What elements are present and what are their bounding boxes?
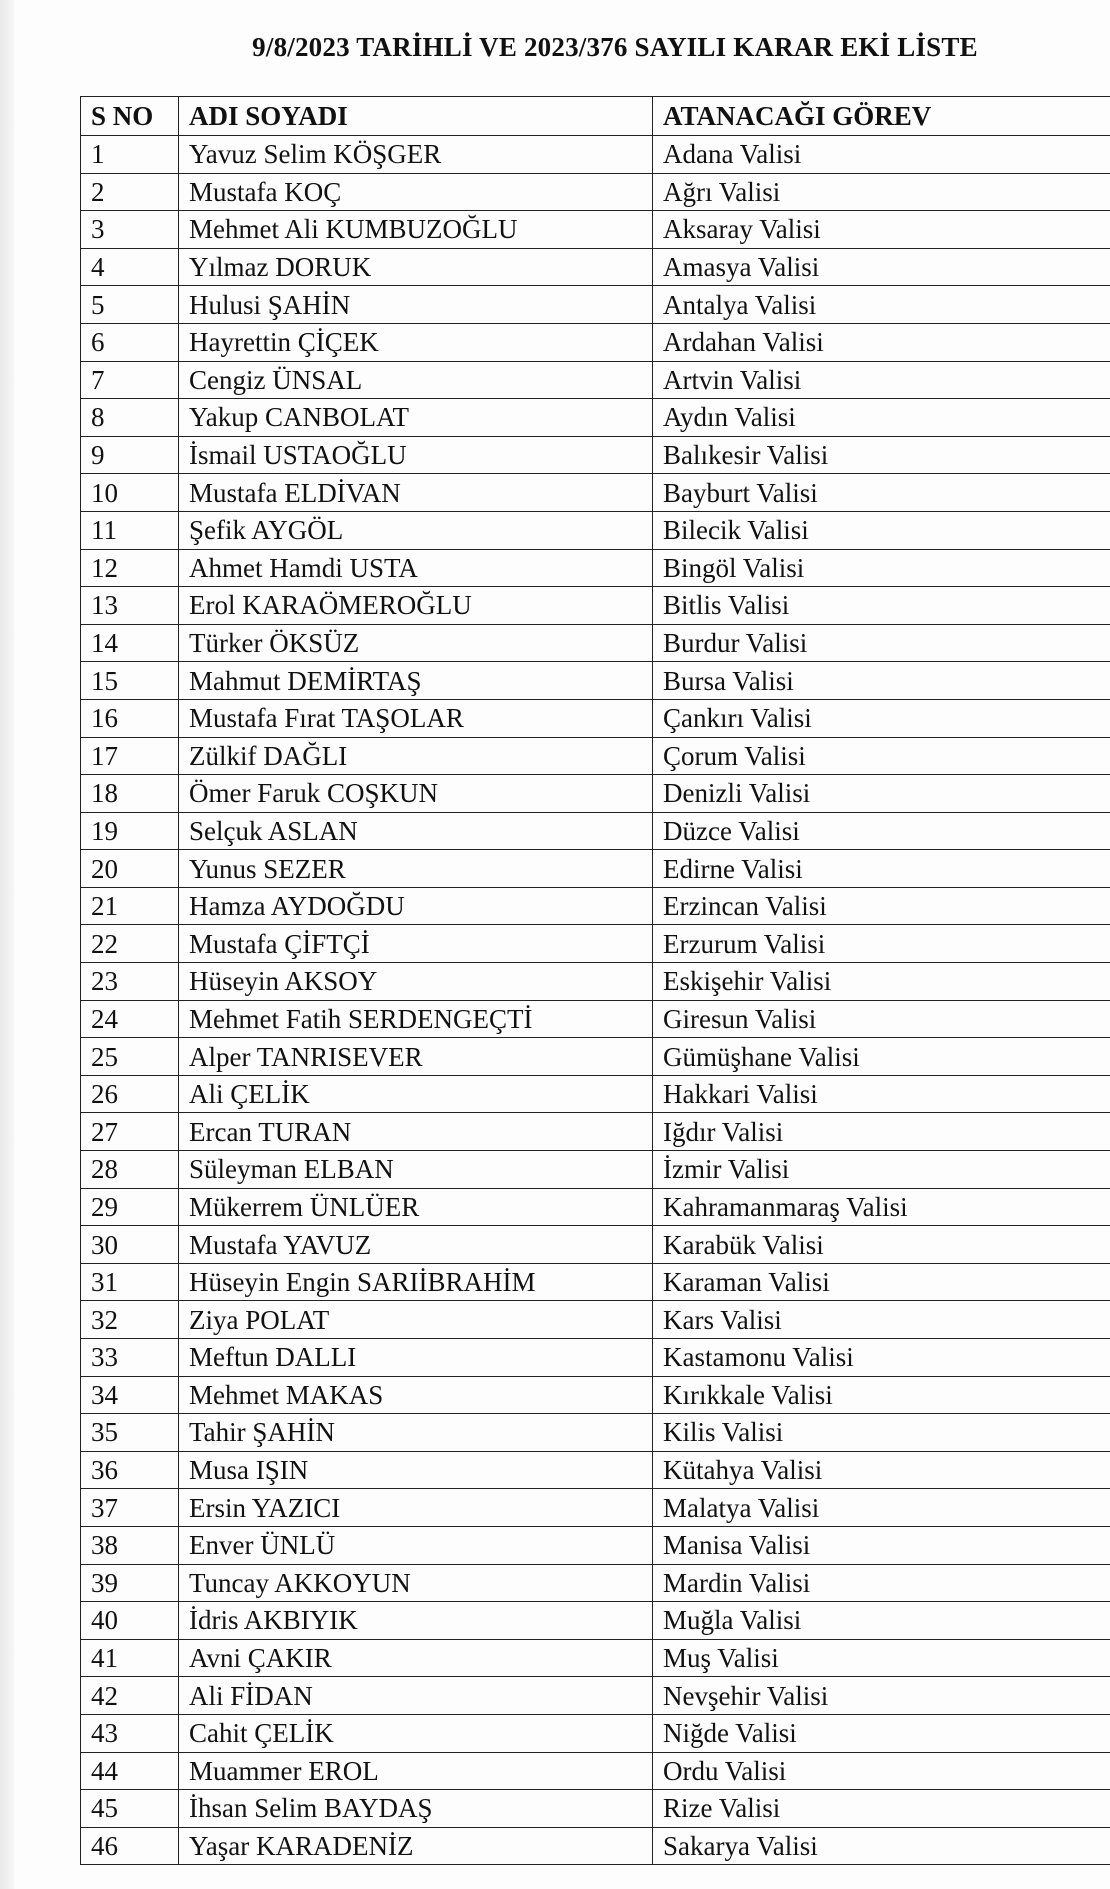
cell-sno: 4 — [81, 248, 179, 286]
cell-name: Mustafa YAVUZ — [179, 1226, 653, 1264]
cell-name: Hüseyin AKSOY — [179, 963, 653, 1001]
cell-name: Mehmet Ali KUMBUZOĞLU — [179, 211, 653, 249]
table-row — [81, 1451, 1110, 1489]
table-row — [81, 624, 1110, 662]
cell-sno: 3 — [81, 211, 179, 249]
cell-sno: 26 — [81, 1075, 179, 1113]
table-row — [81, 737, 1110, 775]
cell-name: Tuncay AKKOYUN — [179, 1564, 653, 1602]
cell-name: Mustafa ÇİFTÇİ — [179, 925, 653, 963]
cell-duty: Eskişehir Valisi — [653, 963, 1110, 1001]
cell-sno: 9 — [81, 436, 179, 474]
table-row — [81, 399, 1110, 437]
cell-sno: 22 — [81, 925, 179, 963]
cell-duty: İzmir Valisi — [653, 1151, 1110, 1189]
cell-sno: 35 — [81, 1414, 179, 1452]
cell-name: Ali ÇELİK — [179, 1075, 653, 1113]
cell-name: Ziya POLAT — [179, 1301, 653, 1339]
document-title: 9/8/2023 TARİHLİ VE 2023/376 SAYILI KARAR EKİ LİSTE — [252, 32, 978, 62]
table-row — [81, 1714, 1110, 1752]
cell-name: Ersin YAZICI — [179, 1489, 653, 1527]
cell-sno: 27 — [81, 1113, 179, 1151]
cell-sno: 38 — [81, 1526, 179, 1564]
cell-duty: Denizli Valisi — [653, 775, 1110, 813]
cell-sno: 10 — [81, 474, 179, 512]
cell-name: Süleyman ELBAN — [179, 1151, 653, 1189]
cell-name: Alper TANRISEVER — [179, 1038, 653, 1076]
cell-name: Selçuk ASLAN — [179, 812, 653, 850]
cell-duty: Kütahya Valisi — [653, 1451, 1110, 1489]
table-row — [81, 1564, 1110, 1602]
table-row — [81, 1376, 1110, 1414]
cell-name: Ercan TURAN — [179, 1113, 653, 1151]
cell-sno: 19 — [81, 812, 179, 850]
table-body — [81, 136, 1110, 1865]
cell-sno: 41 — [81, 1639, 179, 1677]
cell-duty: Gümüşhane Valisi — [653, 1038, 1110, 1076]
cell-name: Mehmet Fatih SERDENGEÇTİ — [179, 1000, 653, 1038]
cell-sno: 39 — [81, 1564, 179, 1602]
cell-duty: Amasya Valisi — [653, 248, 1110, 286]
cell-name: Enver ÜNLÜ — [179, 1526, 653, 1564]
cell-name: Tahir ŞAHİN — [179, 1414, 653, 1452]
cell-name: Yaşar KARADENİZ — [179, 1827, 653, 1865]
cell-sno: 42 — [81, 1677, 179, 1715]
cell-duty: Antalya Valisi — [653, 286, 1110, 324]
header-sno: S NO — [81, 97, 179, 136]
table-row — [81, 1414, 1110, 1452]
table-row — [81, 925, 1110, 963]
header-name: ADI SOYADI — [179, 97, 653, 136]
table-row — [81, 699, 1110, 737]
cell-sno: 7 — [81, 361, 179, 399]
cell-sno: 17 — [81, 737, 179, 775]
cell-duty: Niğde Valisi — [653, 1714, 1110, 1752]
cell-duty: Bursa Valisi — [653, 662, 1110, 700]
cell-sno: 44 — [81, 1752, 179, 1790]
cell-duty: Aydın Valisi — [653, 399, 1110, 437]
table-row — [81, 211, 1110, 249]
table-row — [81, 850, 1110, 888]
cell-name: Avni ÇAKIR — [179, 1639, 653, 1677]
table-row — [81, 1639, 1110, 1677]
cell-name: Meftun DALLI — [179, 1339, 653, 1377]
cell-duty: Aksaray Valisi — [653, 211, 1110, 249]
table-row — [81, 436, 1110, 474]
cell-sno: 23 — [81, 963, 179, 1001]
table-row — [81, 1489, 1110, 1527]
cell-sno: 20 — [81, 850, 179, 888]
table-row — [81, 1000, 1110, 1038]
header-duty: ATANACAĞI GÖREV — [653, 97, 1110, 136]
cell-sno: 13 — [81, 587, 179, 625]
table-row — [81, 1075, 1110, 1113]
cell-duty: Çorum Valisi — [653, 737, 1110, 775]
cell-duty: Muş Valisi — [653, 1639, 1110, 1677]
cell-sno: 31 — [81, 1263, 179, 1301]
cell-name: Yılmaz DORUK — [179, 248, 653, 286]
table-row — [81, 549, 1110, 587]
cell-name: Erol KARAÖMEROĞLU — [179, 587, 653, 625]
cell-sno: 29 — [81, 1188, 179, 1226]
table-header-row — [81, 97, 1110, 136]
table-row — [81, 173, 1110, 211]
cell-duty: Iğdır Valisi — [653, 1113, 1110, 1151]
cell-sno: 32 — [81, 1301, 179, 1339]
cell-name: Yavuz Selim KÖŞGER — [179, 136, 653, 174]
cell-duty: Balıkesir Valisi — [653, 436, 1110, 474]
cell-name: Mükerrem ÜNLÜER — [179, 1188, 653, 1226]
table-row — [81, 662, 1110, 700]
cell-name: Ali FİDAN — [179, 1677, 653, 1715]
table-row — [81, 323, 1110, 361]
cell-duty: Kilis Valisi — [653, 1414, 1110, 1452]
cell-duty: Bitlis Valisi — [653, 587, 1110, 625]
cell-sno: 24 — [81, 1000, 179, 1038]
cell-name: Mustafa ELDİVAN — [179, 474, 653, 512]
cell-duty: Bayburt Valisi — [653, 474, 1110, 512]
table-row — [81, 248, 1110, 286]
cell-name: Yakup CANBOLAT — [179, 399, 653, 437]
cell-duty: Kırıkkale Valisi — [653, 1376, 1110, 1414]
table-row — [81, 1339, 1110, 1377]
cell-duty: Ardahan Valisi — [653, 323, 1110, 361]
table-row — [81, 511, 1110, 549]
cell-duty: Muğla Valisi — [653, 1602, 1110, 1640]
cell-name: Türker ÖKSÜZ — [179, 624, 653, 662]
table-row — [81, 361, 1110, 399]
table-row — [81, 1301, 1110, 1339]
cell-duty: Hakkari Valisi — [653, 1075, 1110, 1113]
table-row — [81, 1602, 1110, 1640]
cell-name: Hayrettin ÇİÇEK — [179, 323, 653, 361]
table-row — [81, 1226, 1110, 1264]
cell-sno: 30 — [81, 1226, 179, 1264]
cell-name: Ahmet Hamdi USTA — [179, 549, 653, 587]
cell-duty: Burdur Valisi — [653, 624, 1110, 662]
table-row — [81, 1790, 1110, 1828]
cell-sno: 33 — [81, 1339, 179, 1377]
cell-duty: Karaman Valisi — [653, 1263, 1110, 1301]
cell-sno: 28 — [81, 1151, 179, 1189]
cell-name: Mustafa Fırat TAŞOLAR — [179, 699, 653, 737]
table-row — [81, 887, 1110, 925]
cell-name: Hamza AYDOĞDU — [179, 887, 653, 925]
cell-name: Muammer EROL — [179, 1752, 653, 1790]
table-row — [81, 1752, 1110, 1790]
cell-name: Şefik AYGÖL — [179, 511, 653, 549]
cell-duty: Sakarya Valisi — [653, 1827, 1110, 1865]
cell-name: İsmail USTAOĞLU — [179, 436, 653, 474]
cell-sno: 34 — [81, 1376, 179, 1414]
table-row — [81, 1113, 1110, 1151]
cell-duty: Düzce Valisi — [653, 812, 1110, 850]
cell-duty: Erzurum Valisi — [653, 925, 1110, 963]
cell-sno: 15 — [81, 662, 179, 700]
table-row — [81, 286, 1110, 324]
cell-sno: 21 — [81, 887, 179, 925]
cell-duty: Edirne Valisi — [653, 850, 1110, 888]
cell-sno: 37 — [81, 1489, 179, 1527]
cell-duty: Bilecik Valisi — [653, 511, 1110, 549]
cell-duty: Artvin Valisi — [653, 361, 1110, 399]
cell-name: Hulusi ŞAHİN — [179, 286, 653, 324]
cell-duty: Adana Valisi — [653, 136, 1110, 174]
cell-sno: 46 — [81, 1827, 179, 1865]
cell-duty: Ordu Valisi — [653, 1752, 1110, 1790]
cell-sno: 11 — [81, 511, 179, 549]
cell-sno: 45 — [81, 1790, 179, 1828]
table-row — [81, 1526, 1110, 1564]
cell-duty: Manisa Valisi — [653, 1526, 1110, 1564]
table-row — [81, 1263, 1110, 1301]
cell-name: Mahmut DEMİRTAŞ — [179, 662, 653, 700]
cell-duty: Çankırı Valisi — [653, 699, 1110, 737]
cell-sno: 12 — [81, 549, 179, 587]
cell-duty: Kars Valisi — [653, 1301, 1110, 1339]
table-row — [81, 587, 1110, 625]
cell-sno: 40 — [81, 1602, 179, 1640]
table-row — [81, 1151, 1110, 1189]
table-row — [81, 1677, 1110, 1715]
cell-sno: 6 — [81, 323, 179, 361]
cell-name: Ömer Faruk COŞKUN — [179, 775, 653, 813]
cell-duty: Kastamonu Valisi — [653, 1339, 1110, 1377]
cell-name: Musa IŞIN — [179, 1451, 653, 1489]
cell-duty: Giresun Valisi — [653, 1000, 1110, 1038]
cell-sno: 14 — [81, 624, 179, 662]
cell-duty: Mardin Valisi — [653, 1564, 1110, 1602]
cell-duty: Bingöl Valisi — [653, 549, 1110, 587]
cell-sno: 8 — [81, 399, 179, 437]
table-row — [81, 474, 1110, 512]
cell-name: Hüseyin Engin SARIİBRAHİM — [179, 1263, 653, 1301]
cell-sno: 5 — [81, 286, 179, 324]
cell-name: Cahit ÇELİK — [179, 1714, 653, 1752]
table-row — [81, 1188, 1110, 1226]
table-row — [81, 963, 1110, 1001]
cell-name: Mehmet MAKAS — [179, 1376, 653, 1414]
page-left-margin — [0, 0, 14, 1889]
cell-duty: Erzincan Valisi — [653, 887, 1110, 925]
cell-sno: 2 — [81, 173, 179, 211]
cell-duty: Kahramanmaraş Valisi — [653, 1188, 1110, 1226]
cell-name: Cengiz ÜNSAL — [179, 361, 653, 399]
cell-sno: 18 — [81, 775, 179, 813]
cell-name: Zülkif DAĞLI — [179, 737, 653, 775]
cell-sno: 43 — [81, 1714, 179, 1752]
cell-duty: Nevşehir Valisi — [653, 1677, 1110, 1715]
cell-duty: Ağrı Valisi — [653, 173, 1110, 211]
table-row — [81, 812, 1110, 850]
table-row — [81, 1827, 1110, 1865]
cell-sno: 36 — [81, 1451, 179, 1489]
appointment-table — [80, 96, 1110, 1865]
cell-duty: Rize Valisi — [653, 1790, 1110, 1828]
table-row — [81, 1038, 1110, 1076]
cell-name: Mustafa KOÇ — [179, 173, 653, 211]
cell-name: İhsan Selim BAYDAŞ — [179, 1790, 653, 1828]
cell-duty: Malatya Valisi — [653, 1489, 1110, 1527]
table-row — [81, 136, 1110, 174]
table-row — [81, 775, 1110, 813]
cell-duty: Karabük Valisi — [653, 1226, 1110, 1264]
cell-sno: 25 — [81, 1038, 179, 1076]
cell-sno: 16 — [81, 699, 179, 737]
cell-name: Yunus SEZER — [179, 850, 653, 888]
cell-sno: 1 — [81, 136, 179, 174]
cell-name: İdris AKBIYIK — [179, 1602, 653, 1640]
